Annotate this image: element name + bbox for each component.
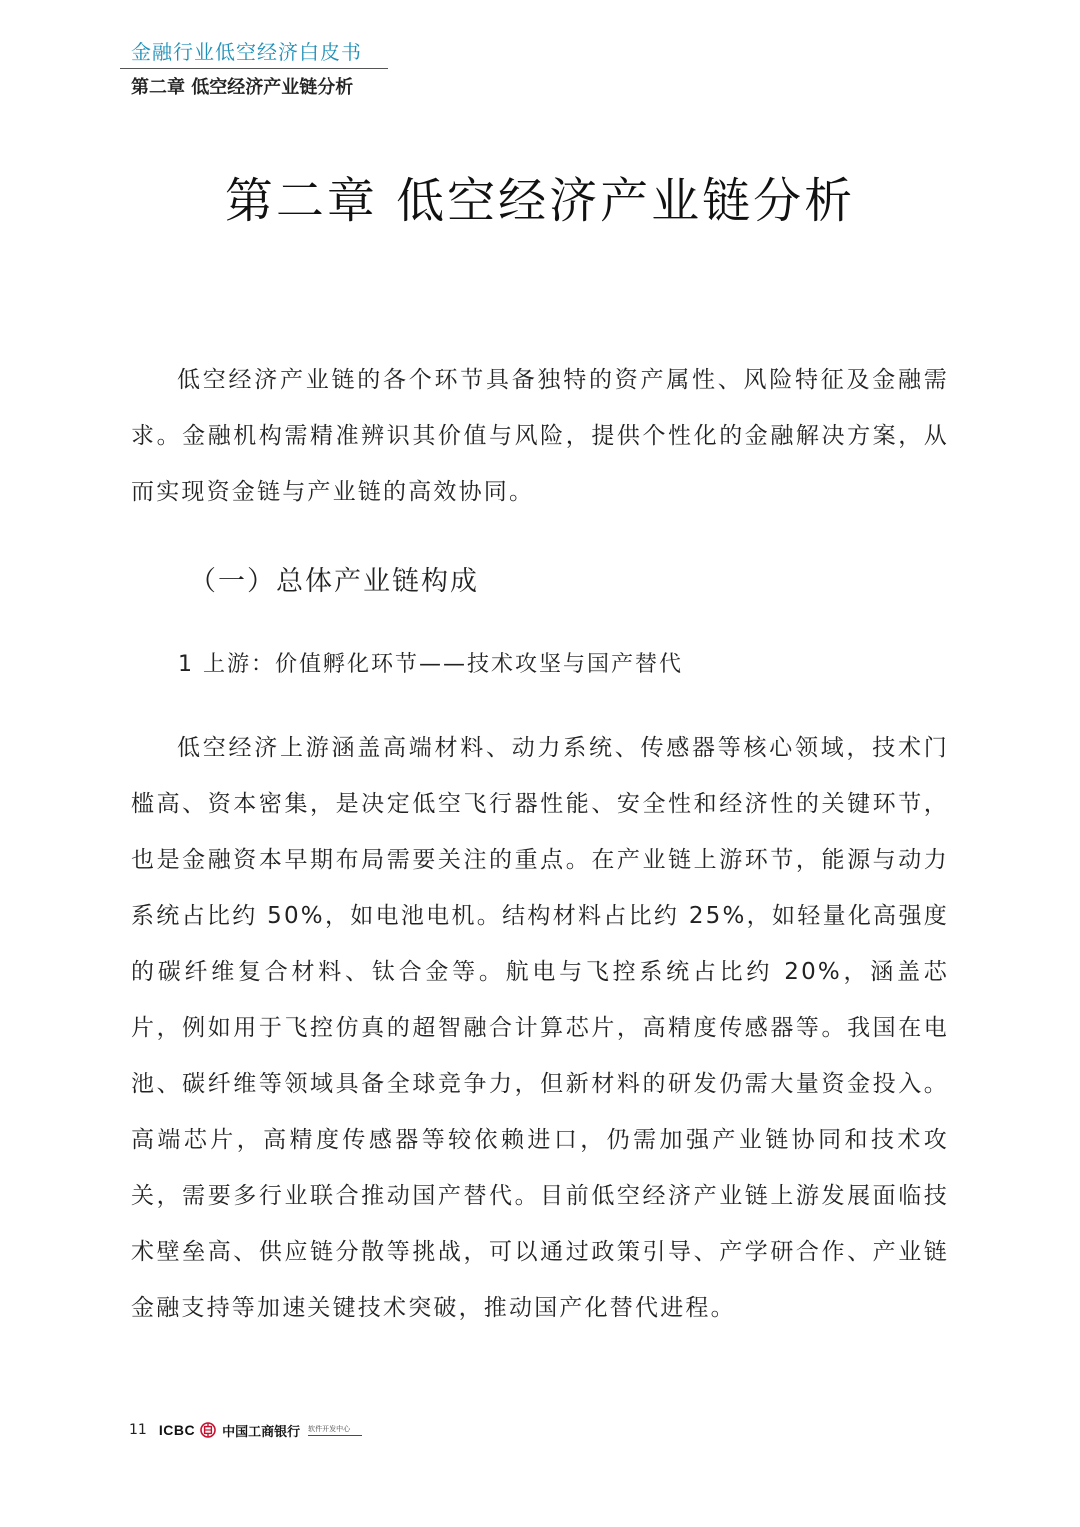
header-title: 金融行业低空经济白皮书 — [131, 40, 362, 64]
intro-paragraph: 低空经济产业链的各个环节具备独特的资产属性、风险特征及金融需求。金融机构需精准辨识其价值与风险，提供个性化的金融解决方案，从而实现资金链与产业链的高效协同。 — [131, 367, 949, 505]
header-divider — [120, 68, 388, 69]
section-heading: （一）总体产业链构成 — [189, 566, 479, 597]
header-chapter: 第二章 低空经济产业链分析 — [131, 77, 354, 98]
footer — [129, 1418, 362, 1442]
footer-bank-name: 中国工商银行 — [222, 1424, 301, 1440]
footer-brand: ICBC — [158, 1422, 196, 1438]
page-number: 11 — [129, 1422, 147, 1438]
upstream-paragraph: 低空经济上游涵盖高端材料、动力系统、传感器等核心领域，技术门槛高、资本密集，是决定低空飞行器性能、安全性和经济性的关键环节，也是金融资本早期布局需要关注的重点。在产业链上游环节，能源与动力系统占比约 50%，如电池电机。结构材料占比约 25%，如轻量化高强度的碳纤维复合材料、钛合金等。航电与飞控系统占比约 20%，涵盖芯片，例如用于飞控仿真的超智融合计算芯片，高精度传感器等。我国在电池、碳纤维等领域具备全球竞争力，但新材料的研发仍需大量资金投入。高端芯片，高精度传感器等较依赖进口，仍需加强产业链协同和技术攻关，需要多行业联合推动国产替代。目前低空经济产业链上游发展面临技术壁垒高、供应链分散等挑战，可以通过政策引导、产学研合作、产业链金融支持等加速关键技术突破，推动国产化替代进程。 — [131, 735, 949, 1321]
chapter-heading: 第二章 低空经济产业链分析 — [224, 173, 856, 229]
footer-center-label: 软件开发中心 — [308, 1424, 362, 1436]
sub-heading: 1 上游：价值孵化环节——技术攻坚与国产替代 — [178, 652, 683, 677]
icbc-logo-icon — [200, 1422, 216, 1438]
